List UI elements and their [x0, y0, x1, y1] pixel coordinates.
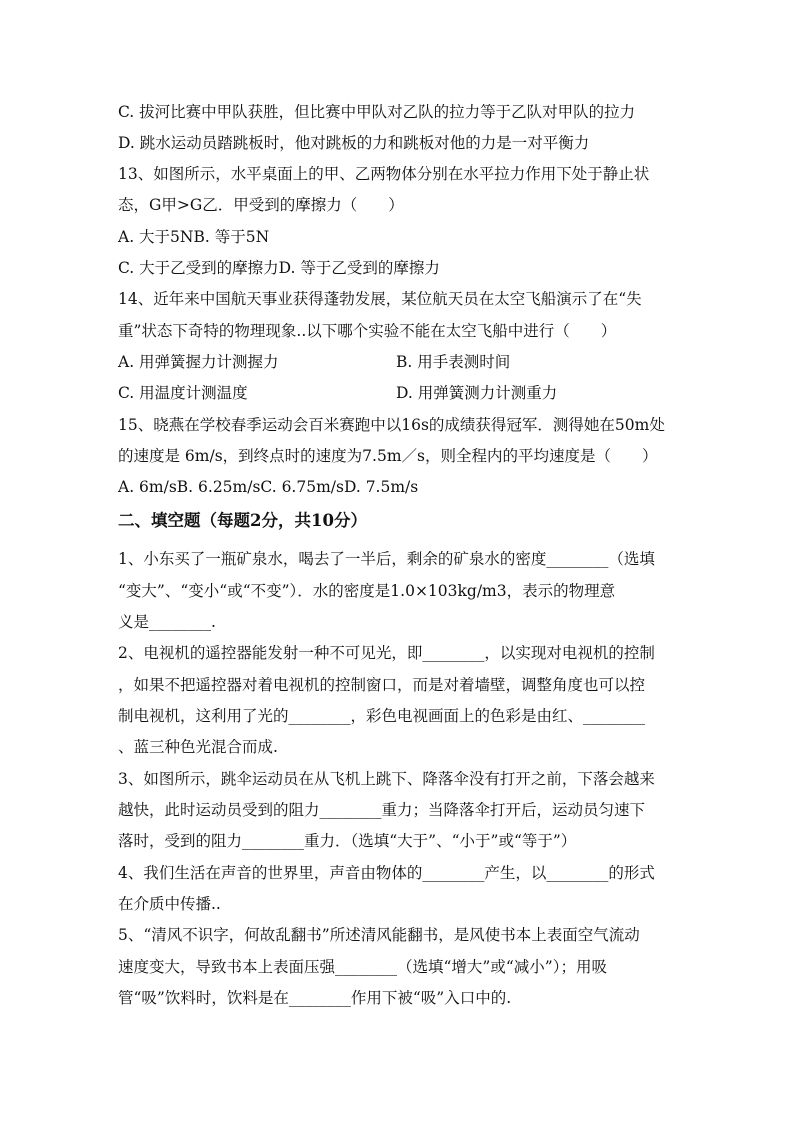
fill-q3-line-3: 落时，受到的阻力________重力．（选填“大于”、“小于”或“等于”） [118, 832, 577, 850]
fill-q4-line-1: 4、我们生活在声音的世界里，声音由物体的________产生，以________的形式 [118, 864, 655, 882]
q15-options: A. 6m/sB. 6.25m/sC. 6.75m/sD. 7.5m/s [118, 478, 419, 496]
q12-option-c: C. 拔河比赛中甲队获胜，但比赛中甲队对乙队的拉力等于乙队对甲队的拉力 [118, 103, 636, 121]
q13-stem-line-2: 态，G甲>G乙．甲受到的摩擦力（ ） [118, 196, 404, 214]
q13-options-cd: C. 大于乙受到的摩擦力D. 等于乙受到的摩擦力 [118, 259, 440, 277]
fill-q2-line-4: 、蓝三种色光混合而成. [118, 738, 278, 756]
fill-q2-line-2: ，如果不把遥控器对着电视机的控制窗口，而是对着墙壁，调整角度也可以控 [118, 676, 646, 694]
fill-q3-line-2: 越快，此时运动员受到的阻力________重力；当降落伞打开后，运动员匀速下 [118, 801, 646, 819]
q15-stem-line-2: 的速度是 6m/s，到终点时的速度为7.5m／s，则全程内的平均速度是（ ） [118, 447, 658, 465]
fill-q5-line-3: 管“吸”饮料时，饮料是在________作用下被“吸”入口中的. [118, 989, 512, 1007]
q14-stem-line-2: 重”状态下奇特的物理现象..以下哪个实验不能在太空飞船中进行（ ） [118, 322, 617, 340]
fill-q2-line-1: 2、电视机的遥控器能发射一种不可见光，即________，以实现对电视机的控制 [118, 644, 655, 662]
q12-option-d: D. 跳水运动员踏跳板时，他对跳板的力和跳板对他的力是一对平衡力 [118, 134, 590, 152]
q15-stem-line-1: 15、晓燕在学校春季运动会百米赛跑中以16s的成绩获得冠军．测得她在50m处 [118, 416, 665, 434]
fill-q4-line-2: 在介质中传播.. [118, 895, 221, 913]
fill-q1-line-2: “变大”、“变小“或“不变”）．水的密度是1.0×103kg/m3，表示的物理意 [118, 582, 616, 600]
fill-q1-line-1: 1、小东买了一瓶矿泉水，喝去了一半后，剩余的矿泉水的密度________（选填 [118, 550, 655, 568]
fill-q3-line-1: 3、如图所示，跳伞运动员在从飞机上跳下、降落伞没有打开之前，下落会越来 [118, 770, 655, 788]
q13-stem-line-1: 13、如图所示，水平桌面上的甲、乙两物体分别在水平拉力作用下处于静止状 [118, 165, 650, 183]
fill-q5-line-2: 速度变大，导致书本上表面压强________（选填“增大”或“减小”）；用吸 [118, 958, 607, 976]
fill-q2-line-3: 制电视机，这利用了光的________，彩色电视画面上的色彩是由红、________ [118, 707, 646, 725]
q14-option-c: C. 用温度计测温度 [118, 384, 248, 402]
section-heading-fill-in: 二、填空题（每题2分，共10分） [118, 511, 367, 530]
fill-q1-line-3: 义是________. [118, 613, 216, 631]
fill-q5-line-1: 5、“清风不识字，何故乱翻书”所述清风能翻书，是风使书本上表面空气流动 [118, 926, 640, 944]
q14-option-b: B. 用手表测时间 [396, 353, 511, 371]
q13-options-ab: A. 大于5NB. 等于5N [118, 228, 270, 246]
q14-stem-line-1: 14、近年来中国航天事业获得蓬勃发展，某位航天员在太空飞船演示了在“失 [118, 290, 642, 308]
q14-option-a: A. 用弹簧握力计测握力 [118, 353, 279, 371]
q14-option-d: D. 用弹簧测力计测重力 [396, 384, 558, 402]
